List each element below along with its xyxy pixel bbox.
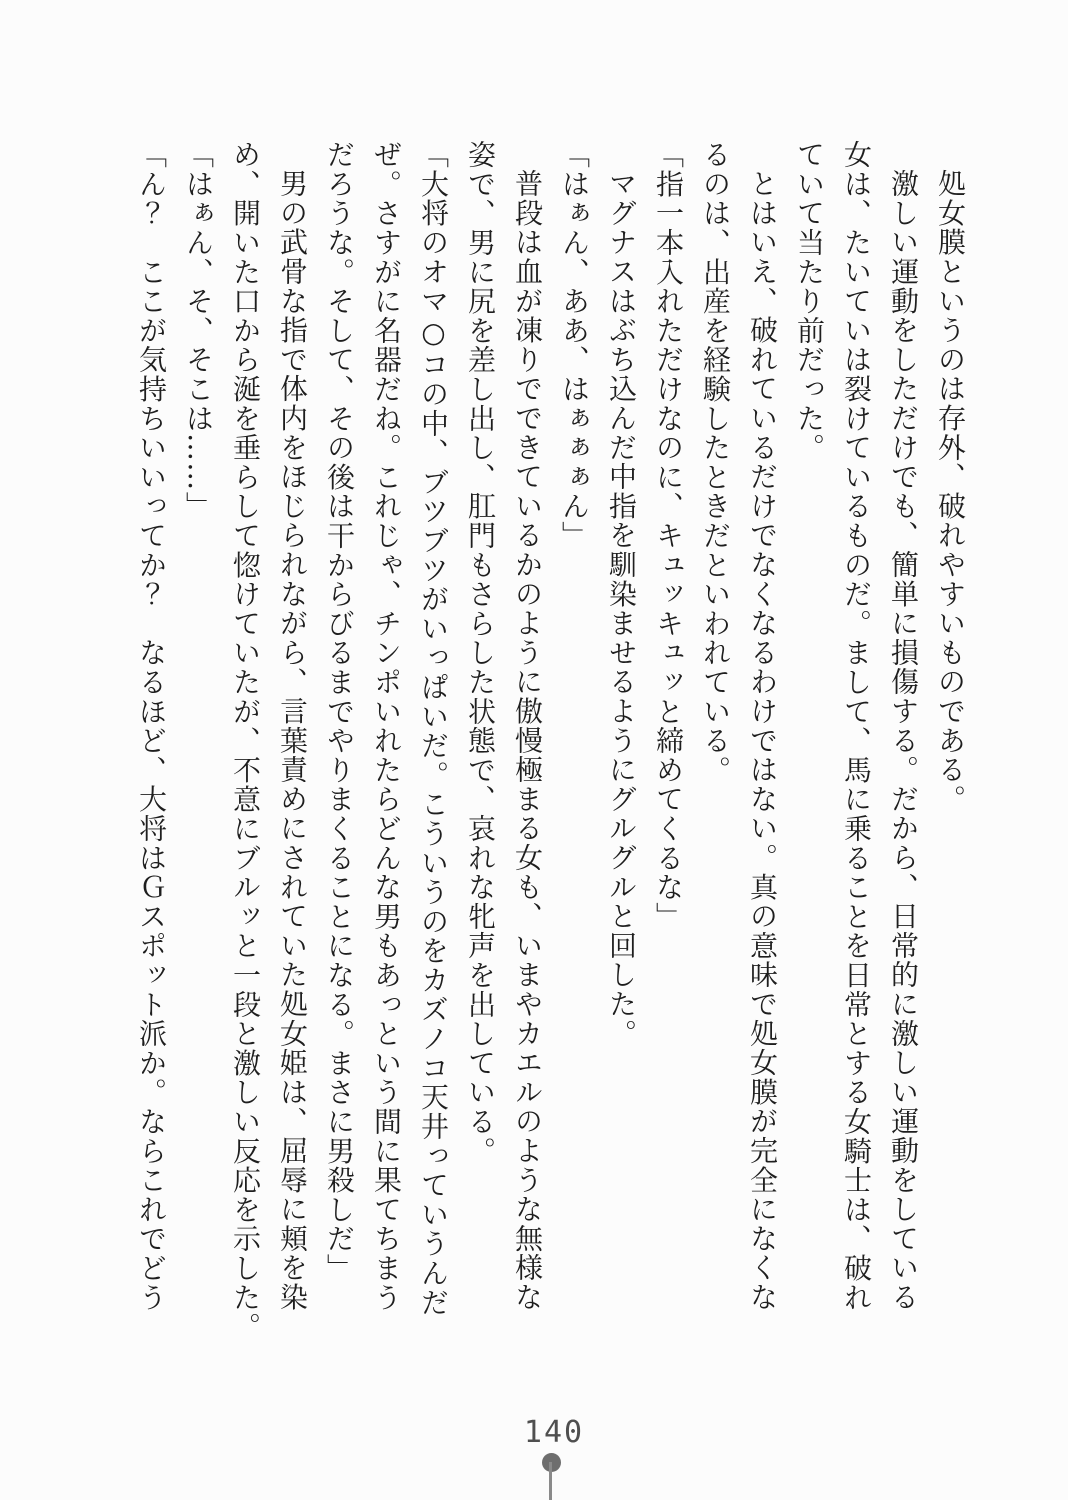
page-marker-line — [549, 1462, 552, 1500]
text-line: 「はぁん、そ、そこは……」 — [182, 140, 215, 521]
text-line: ていて当たり前だった。 — [793, 140, 826, 463]
text-line: だろうな。そして、その後は干からびるまでやりまくることになる。まさに男殺しだ」 — [323, 140, 356, 1283]
text-line: 姿で、男に尻を差し出し、肛門もさらした状態で、哀れな牝声を出している。 — [464, 140, 497, 1166]
text-line: 普段は血が凍りでできているかのように傲慢極まる女も、いまやカエルのような無様な — [511, 169, 544, 1312]
text-line: ぜ。さすがに名器だね。これじゃ、チンポいれたらどんな男もあっという間に果てちまう — [370, 140, 403, 1312]
text-line: 「ん？ ここが気持ちいいってか？ なるほど、大将はＧスポット派か。ならこれでどう — [135, 140, 168, 1312]
text-line: 女は、たいていは裂けているものだ。まして、馬に乗ることを日常とする女騎士は、破れ — [840, 140, 873, 1312]
text-line: 「はぁん、ああ、はぁぁぁん」 — [558, 140, 591, 551]
text-line: 処女膜というのは存外、破れやすいものである。 — [934, 169, 967, 814]
page-number: 140 — [523, 1415, 585, 1450]
text-line: るのは、出産を経験したときだといわれている。 — [699, 140, 732, 785]
text-line: 「指一本入れただけなのに、キュッキュッと締めてくるな」 — [652, 140, 685, 932]
text-line: マグナスはぶち込んだ中指を馴染ませるようにグルグルと回した。 — [605, 169, 638, 1048]
text-line: 「大将のオマ○コの中、ブツブツがいっぱいだ。こういうのをカズノコ天井っていうんだ — [417, 140, 450, 1317]
text-line: 激しい運動をしただけでも、簡単に損傷する。だから、日常的に激しい運動をしている — [887, 169, 920, 1312]
text-line: め、開いた口から涎を垂らして惚けていたが、不意にブルッと一段と激しい反応を示した。 — [229, 140, 262, 1342]
text-line: とはいえ、破れているだけでなくなるわけではない。真の意味で処女膜が完全になくな — [746, 169, 779, 1312]
page-text — [128, 140, 974, 1390]
text-line: 男の武骨な指で体内をほじられながら、言葉責めにされていた処女姫は、屈辱に頬を染 — [276, 169, 309, 1312]
